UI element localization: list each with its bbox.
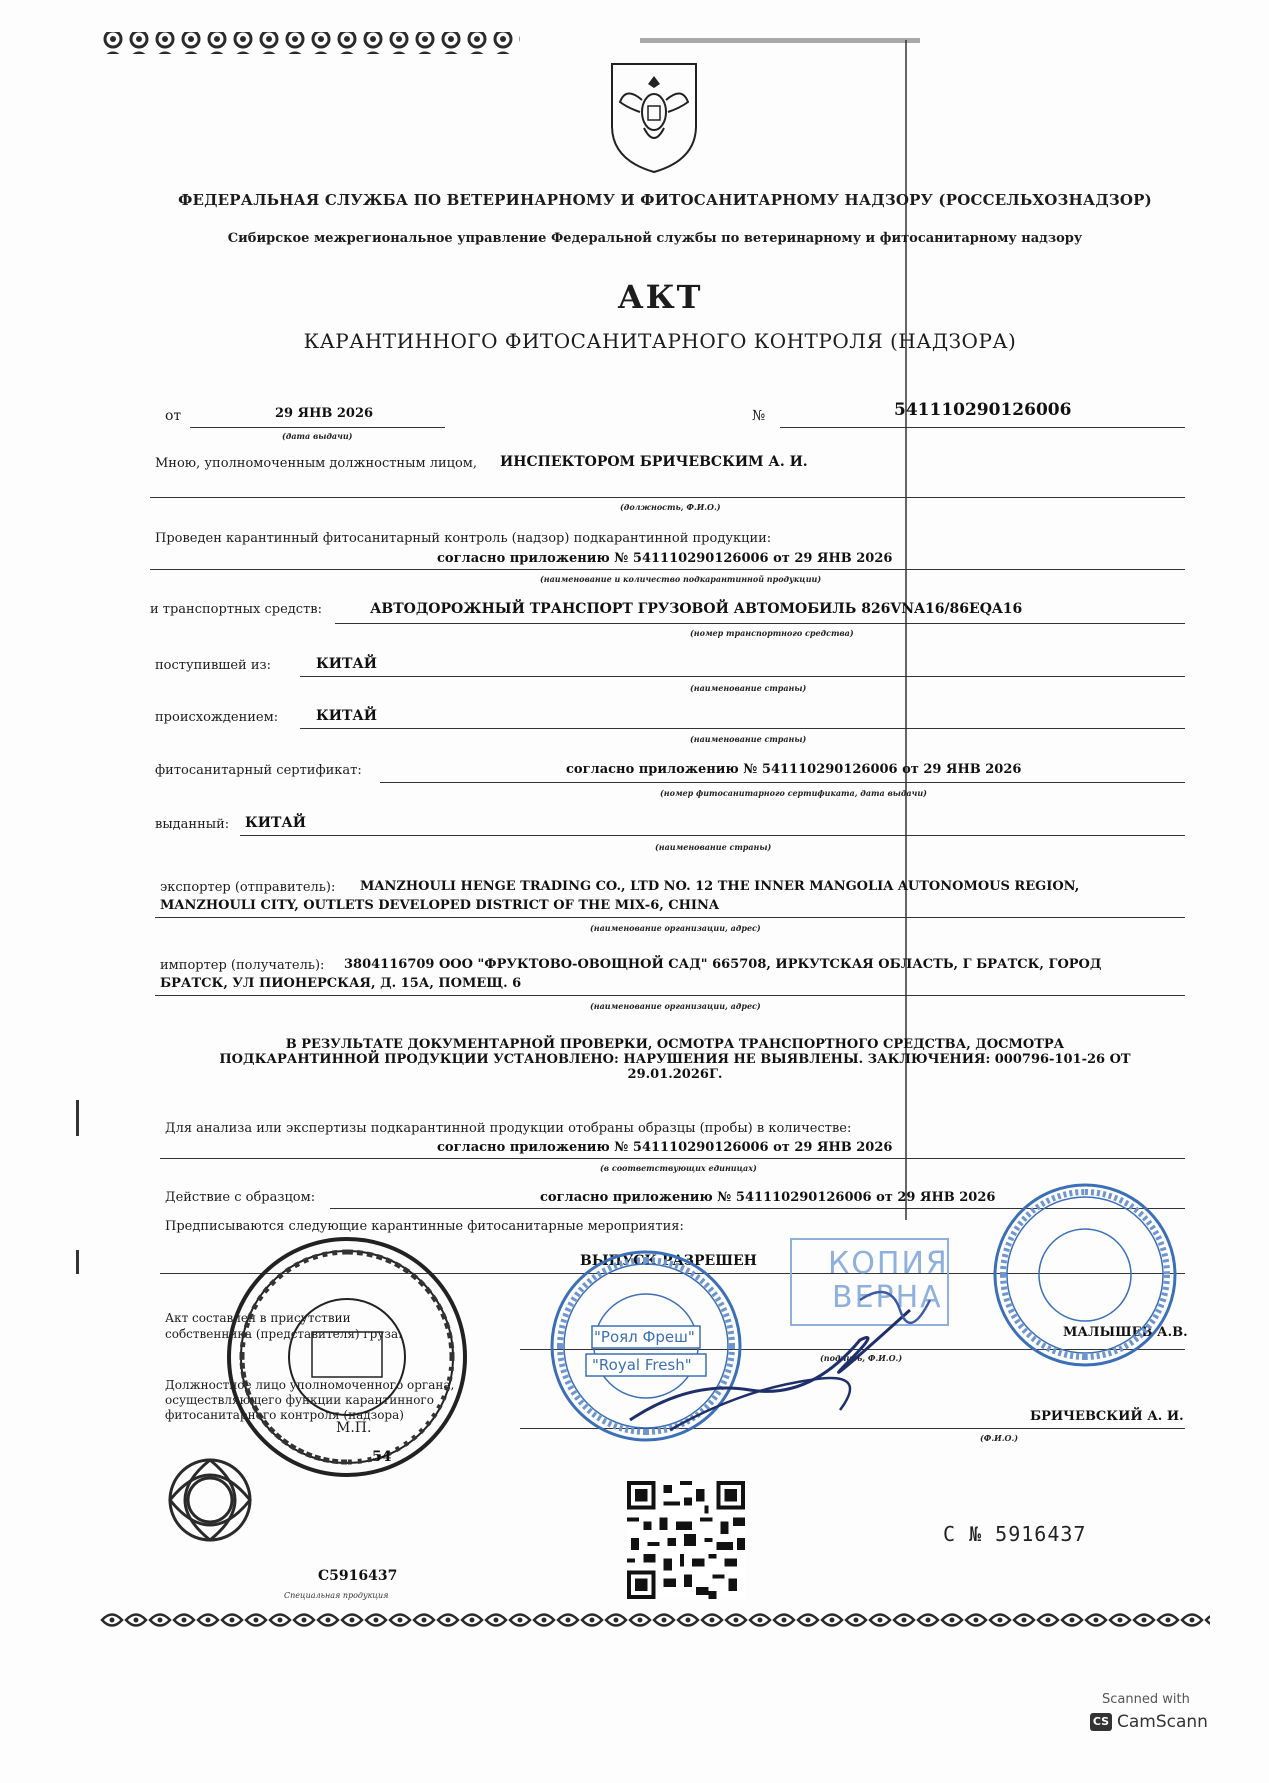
from-country-line [300,676,1185,677]
owner-label-2: собственника (представителя) груза: [165,1327,403,1341]
sample-action-label: Действие с образцом: [165,1190,316,1205]
rosette-ornament [150,1440,270,1560]
serial-right: С № 5916437 [943,1522,1087,1546]
origin-line [300,728,1185,729]
transport-label: и транспортных средств: [150,602,322,617]
result-line-3: 29.01.2026Г. [627,1067,723,1082]
number-underline [780,427,1185,428]
document-number: 541110290126006 [894,400,1072,420]
official-label-2: осуществляющего функции карантинного [165,1393,434,1407]
result-line-1: В РЕЗУЛЬТАТЕ ДОКУМЕНТАРНОЙ ПРОВЕРКИ, ОСМОТРА ТРАНСПОРТНОГО СРЕДСТВА, ДОСМОТРА [285,1037,1065,1052]
inspector-line [150,497,1185,498]
origin-value: КИТАЙ [316,708,378,724]
margin-mark [76,1250,79,1274]
issued-line [240,835,1185,836]
coat-of-arms-emblem [604,56,704,176]
importer-line-2: БРАТСК, УЛ ПИОНЕРСКАЯ, Д. 15А, ПОМЕЩ. 6 [160,976,522,991]
certificate-caption: (номер фитосанитарного сертификата, дата выдачи) [660,788,927,798]
department-heading: Сибирское межрегиональное управление Федеральной службы по ветеринарному и фитосанитарному надзору [227,231,1083,246]
exporter-line-2: MANZHOULI CITY, OUTLETS DEVELOPED DISTRICT OF THE MIX-6, CHINA [160,898,719,913]
official-label-1: Должностное лицо уполномоченного органа, [165,1378,455,1392]
agency-heading: ФЕДЕРАЛЬНАЯ СЛУЖБА ПО ВЕТЕРИНАРНОМУ И ФИТОСАНИТАРНОМУ НАДЗОРУ (РОССЕЛЬХОЗНАДЗОР) [178,191,1152,209]
seal-mp-label: М.П. [336,1420,372,1436]
measures-label: Предписываются следующие карантинные фитосанитарные мероприятия: [165,1219,684,1234]
scanner-watermark-line-1: Scanned with [1102,1692,1190,1707]
from-country-value: КИТАЙ [316,656,378,672]
issued-caption: (наименование страны) [655,842,772,852]
scanner-watermark-line-2: CamScann [1117,1712,1208,1732]
document-subtitle: КАРАНТИННОГО ФИТОСАНИТАРНОГО КОНТРОЛЯ (НАДЗОРА) [303,329,1017,353]
issued-label: выданный: [155,817,230,832]
inspector-caption: (должность, Ф.И.О.) [620,502,721,512]
samples-value: согласно приложению № 541110290126006 от 29 ЯНВ 2026 [437,1140,893,1155]
importer-line [155,995,1185,996]
exporter-line-1: MANZHOULI HENGE TRADING CO., LTD NO. 12 THE INNER MANGOLIA AUTONOMOUS REGION, [360,879,1080,894]
stamp-name-ru: "Роял Фреш" [594,1328,695,1346]
bottom-border-ornament [100,1609,1220,1637]
stamp-name-en: "Royal Fresh" [592,1356,692,1374]
official-name: БРИЧЕВСКИЙ А. И. [1030,1409,1184,1424]
date-underline [190,427,445,428]
margin-mark [76,1100,79,1136]
qr-code [627,1481,745,1599]
inspector-name: ИНСПЕКТОРОМ БРИЧЕВСКИМ А. И. [500,454,808,470]
seal-center-number: 54 [372,1449,392,1465]
transport-caption: (номер транспортного средства) [690,628,854,638]
samples-label: Для анализа или экспертизы подкарантинной продукции отобраны образцы (пробы) в количестве: [165,1121,852,1136]
control-value: согласно приложению № 541110290126006 от 29 ЯНВ 2026 [437,551,893,566]
control-line [150,569,1185,570]
document-title: АКТ [617,278,703,316]
certificate-line [380,782,1185,783]
control-caption: (наименование и количество подкарантинной продукции) [540,574,822,584]
sample-action-value: согласно приложению № 541110290126006 от 29 ЯНВ 2026 [540,1190,996,1205]
samples-line [160,1158,1185,1159]
from-country-label: поступившей из: [155,658,271,673]
top-border-ornament [100,28,1220,58]
certificate-label: фитосанитарный сертификат: [155,763,362,778]
scanner-badge: CS [1090,1713,1112,1731]
importer-line-1: 3804116709 ООО "ФРУКТОВО-ОВОЩНОЙ САД" 665708, ИРКУТСКАЯ ОБЛАСТЬ, Г БРАТСК, ГОРОД [344,957,1102,972]
official-caption: (Ф.И.О.) [980,1433,1019,1443]
official-label-3: фитосанитарного контроля (надзора) [165,1408,404,1422]
importer-label: импортер (получатель): [160,958,325,973]
samples-caption: (в соответствующих единицах) [600,1163,757,1173]
date-caption: (дата выдачи) [282,431,353,441]
document-date: 29 ЯНВ 2026 [275,406,374,421]
right-round-stamp [990,1180,1180,1370]
origin-label: происхождением: [155,710,279,725]
owner-caption: (подпись, Ф.И.О.) [820,1353,903,1363]
certificate-value: согласно приложению № 541110290126006 от 29 ЯНВ 2026 [566,762,1022,777]
owner-name: МАЛЫШЕВ А.В. [1063,1325,1188,1340]
number-label: № [752,408,766,424]
measures-value: ВЫПУСК РАЗРЕШЕН [580,1253,757,1269]
exporter-label: экспортер (отправитель): [160,880,336,895]
handwritten-signature [610,1270,950,1440]
transport-value: АВТОДОРОЖНЫЙ ТРАНСПОРТ ГРУЗОВОЙ АВТОМОБИЛЬ 826VNA16/86EQA16 [370,601,1023,617]
result-line-2: ПОДКАРАНТИННОЙ ПРОДУКЦИИ УСТАНОВЛЕНО: НАРУШЕНИЯ НЕ ВЫЯВЛЕНЫ. ЗАКЛЮЧЕНИЯ: 000796-101-26 ОТ [219,1052,1131,1067]
serial-left: С5916437 [318,1568,398,1584]
inspector-label: Мною, уполномоченным должностным лицом, [155,456,478,471]
from-label: от [165,408,182,424]
origin-caption: (наименование страны) [690,734,807,744]
printer-note-1: Специальная продукция [284,1591,389,1600]
owner-label-1: Акт составлен в присутствии [165,1311,351,1325]
importer-caption: (наименование организации, адрес) [590,1001,761,1011]
exporter-caption: (наименование организации, адрес) [590,923,761,933]
issued-value: КИТАЙ [245,815,307,831]
transport-line [335,623,1185,624]
exporter-line [155,917,1185,918]
copy-stamp-line-1: КОПИЯ [828,1246,949,1281]
from-country-caption: (наименование страны) [690,683,807,693]
control-label: Проведен карантинный фитосанитарный контроль (надзор) подкарантинной продукции: [155,531,772,546]
copy-stamp-line-2: ВЕРНА [832,1280,943,1315]
